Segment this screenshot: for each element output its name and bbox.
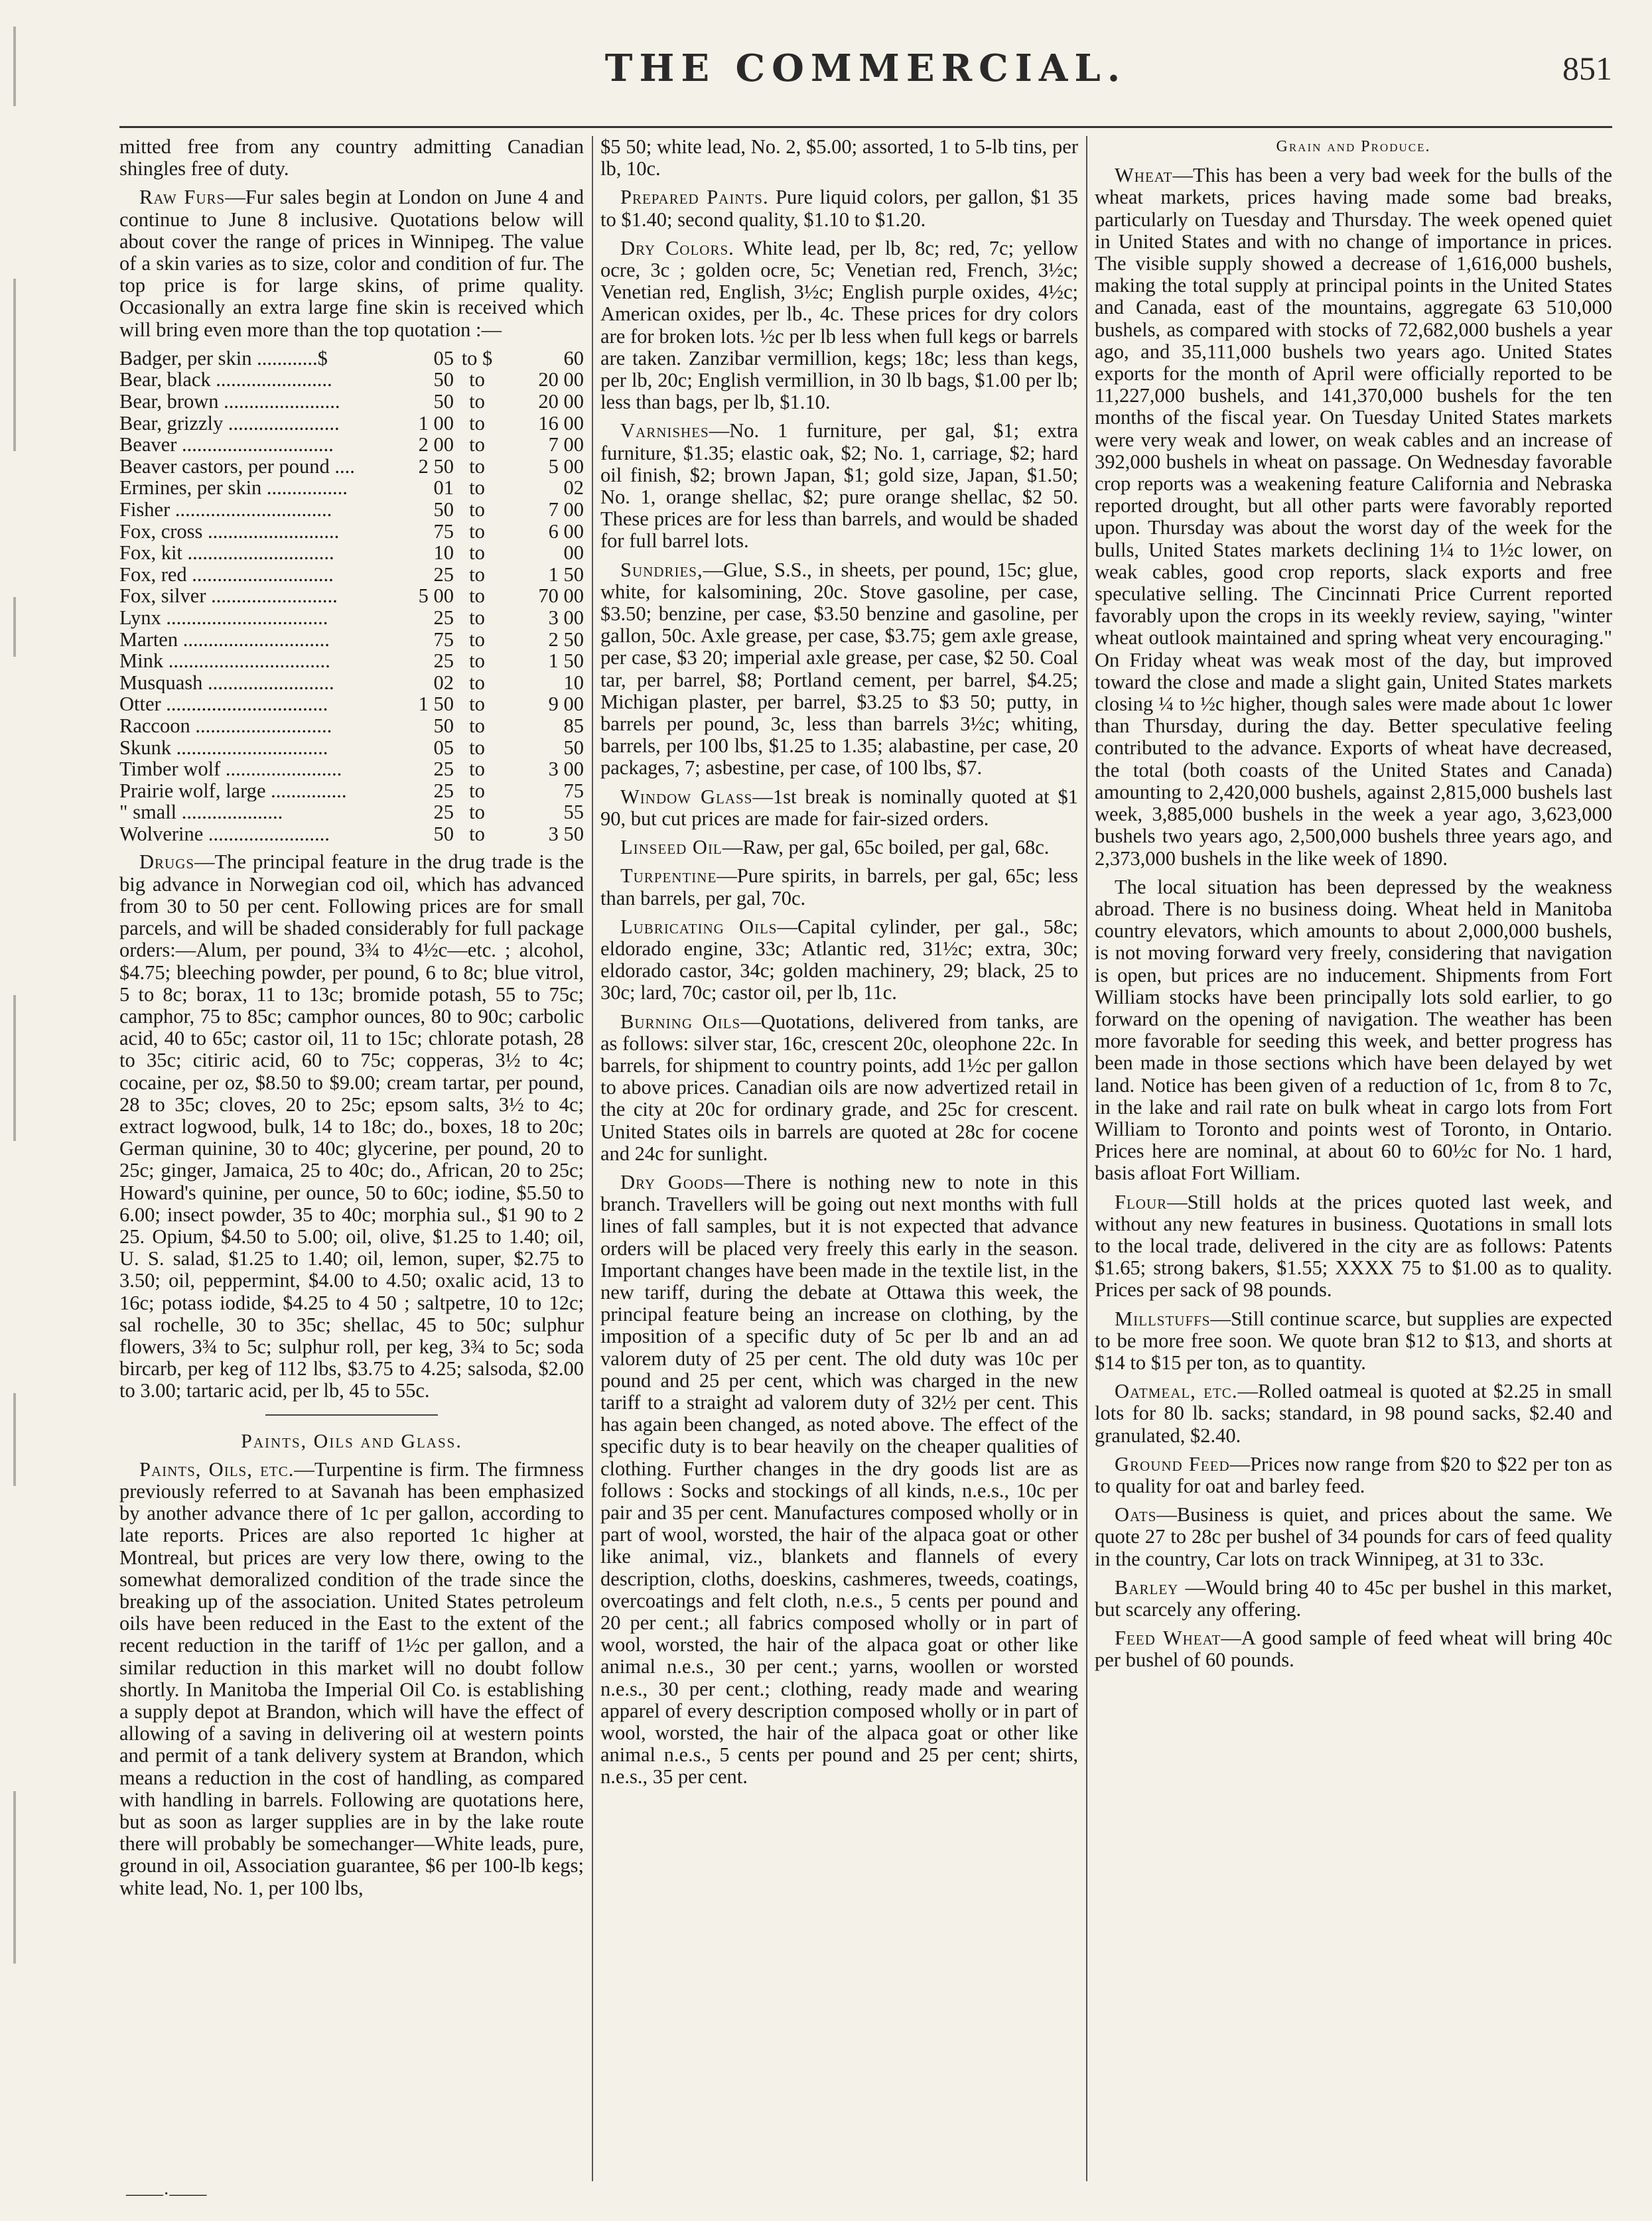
- paints-oils-glass-heading: Paints, Oils and Glass.: [241, 1430, 462, 1452]
- oats-lead: Oats: [1115, 1503, 1157, 1526]
- fur-low-price-cell: 5 00: [418, 584, 454, 608]
- drugs-paragraph: [119, 851, 584, 1402]
- fur-animal-cell: Beaver castors, per pound ....: [119, 455, 355, 478]
- fur-high-price-cell: 1 50: [548, 563, 584, 586]
- varnishes-paragraph: [600, 420, 1078, 552]
- sundries-lead: Sundries,: [620, 558, 703, 581]
- millstuffs-text: —Still continue scarce, but supplies are expected to be more free soon. We quote bran $12 to $13, and shorts at $14 to $15 per ton, as to quantity.: [1095, 1307, 1612, 1374]
- fur-to-cell: to: [469, 541, 485, 565]
- fur-price-table: [119, 348, 584, 845]
- fur-high-price-cell: 5 00: [548, 454, 584, 478]
- sundries-text: —Glue, S.S., in sheets, per pound, 15c; glue, white, for kalsomining, 20c. Stove gasoline, per case, $3.50; benzine, per case, $3.50 benzine and gasoline, per gallon, 50c. Axle grease, per case, $3.75; gem axle grease, per case, $3 20; imperial axle grease, per case, $2 50. Coal tar, per barrel, $8; Portland cement, per barrel, $4.25; Michigan plaster, per barrel, $3.25 to $3 50; putty, in barrels per pound, 3c, less than barrels 3½c; whiting, barrels, per 100 lbs, $1.25 to 1.35; alabastine, per case, 20 packages, 7; asbestine, per case, of 100 lbs, $7.: [600, 558, 1078, 779]
- fur-high-price-cell: 16 00: [538, 411, 584, 435]
- fur-low-price-cell: 25: [433, 606, 454, 629]
- fur-row: [119, 715, 584, 737]
- column-2: [600, 136, 1078, 2181]
- fur-animal-cell: Fox, silver .........................: [119, 585, 338, 607]
- fur-low-price-cell: 50: [433, 714, 454, 737]
- fur-high-price-cell: 20 00: [538, 368, 584, 391]
- fur-animal-cell: Ermines, per skin ................: [119, 477, 348, 499]
- fur-low-price-cell: 25: [433, 563, 454, 586]
- fur-high-price-cell: 60: [563, 346, 584, 370]
- lubricating-oils-text: —Capital cylinder, per gal., 58c; eldorado engine, 33c; Atlantic red, 31½c; extra, 30c; eldorado castor, 34c; golden machinery, 29; black, 25 to 30c; lard, 70c; castor oil, per lb, 11c.: [600, 915, 1078, 1004]
- fur-to-cell: to: [469, 671, 485, 694]
- oats-paragraph: [1095, 1504, 1612, 1570]
- fur-high-price-cell: 2 50: [548, 628, 584, 651]
- fur-low-price-cell: 1 00: [418, 411, 454, 435]
- fur-row: [119, 499, 584, 521]
- page-number: 851: [1562, 50, 1612, 87]
- fur-row: [119, 650, 584, 672]
- fur-to-cell: to $: [461, 346, 493, 370]
- fur-row: [119, 521, 584, 543]
- fur-to-cell: to: [469, 454, 485, 478]
- dry-colors-text: White lead, per lb, 8c; red, 7c; yellow ocre, 3c ; golden ocre, 5c; Venetian red, French, 3½c; Venetian red, English, 3½c; English purple oxides, 4½c; American oxides, per lb., 4c. These prices for dry colors are for broken lots. ½c per lb less when full kegs or barrels are taken. Zanzibar vermillion, kegs; 18c; less than kegs, per lb, 20c; English vermillion, in 30 lb bags, $1.00 per lb; less than bags, per lb, $1.10.: [600, 236, 1078, 414]
- window-glass-text: —1st break is nominally quoted at $1 90, but cut prices are made for fair-sized orders.: [600, 785, 1078, 830]
- oats-text: —Business is quiet, and prices about the same. We quote 27 to 28c per bushel of 34 pounds for cars of feed quality in the country, Car lots on track Winnipeg, at 31 to 33c.: [1095, 1503, 1612, 1570]
- fur-row: [119, 780, 584, 802]
- fur-row: [119, 672, 584, 694]
- millstuffs-lead: Millstuffs: [1115, 1307, 1211, 1330]
- fur-low-price-cell: 1 50: [418, 693, 454, 716]
- ground-feed-lead: Ground Feed: [1115, 1452, 1230, 1475]
- oatmeal-text: —Rolled oatmeal is quoted at $2.25 in small lots for 80 lb. sacks; standard, in 98 pound sacks, $2.40 and granulated, $2.40.: [1095, 1380, 1612, 1447]
- fur-low-price-cell: 05: [433, 346, 454, 370]
- fur-high-price-cell: 3 50: [548, 822, 584, 845]
- fur-animal-cell: Mink ................................: [119, 650, 330, 672]
- local-situation-paragraph: The local situation has been depressed by the weakness abroad. There is no business doing. Wheat held in Manitoba country elevators, which amounts to about 2,000,000 bushels, is not moving forward very freely, considering that navigation is open, but prices are no inducement. Shipments from Fort William stocks have been principally lots sold earlier, to go forward on the opening of navigation. The weather has been more favorable for seeding this week, and better progress has been made in those sections which have been delayed by wet land. Notice has been given of a reduction of 1c, from 8 to 7c, in the lake and rail rate on bulk wheat in cargo lots from Fort William to Toronto and points west of Toronto, in Ontario. Prices here are nominal, at about 60 to 60½c for No. 1 hard, basis afloat Fort William.: [1095, 875, 1612, 1185]
- fur-row: [119, 477, 584, 499]
- fur-to-cell: to: [469, 519, 485, 543]
- grain-produce-heading: Grain and Produce.: [1276, 138, 1431, 155]
- fur-row: [119, 693, 584, 715]
- fur-high-price-cell: 55: [563, 801, 584, 824]
- ground-feed-text: —Prices now range from $20 to $22 per ton as to quality for oat and barley feed.: [1095, 1452, 1612, 1497]
- fur-high-price-cell: 20 00: [538, 390, 584, 413]
- publication-title: THE COMMERCIAL.: [604, 46, 1127, 90]
- dry-colors-paragraph: [600, 237, 1078, 414]
- fur-row: [119, 629, 584, 651]
- fur-low-price-cell: 05: [433, 736, 454, 759]
- fur-to-cell: to: [469, 563, 485, 586]
- white-lead-continued: $5 50; white lead, No. 2, $5.00; assorted, 1 to 5-lb tins, per lb, 10c.: [600, 136, 1078, 180]
- fur-low-price-cell: 50: [433, 368, 454, 391]
- fur-to-cell: to: [469, 498, 485, 521]
- fur-animal-cell: Wolverine ........................: [119, 823, 330, 845]
- fur-low-price-cell: 2 50: [418, 454, 454, 478]
- fur-low-price-cell: 50: [433, 498, 454, 521]
- paints-oils-lead: Paints, Oils, etc.: [139, 1457, 295, 1481]
- fur-low-price-cell: 50: [433, 390, 454, 413]
- fur-animal-cell: Badger, per skin ............$: [119, 347, 328, 370]
- fur-animal-cell: Musquash .........................: [119, 671, 334, 694]
- masthead: [119, 40, 1612, 100]
- feed-wheat-paragraph: [1095, 1627, 1612, 1671]
- oatmeal-paragraph: [1095, 1380, 1612, 1447]
- raw-furs-text: —Fur sales begin at London on June 4 and continue to June 8 inclusive. Quotations below will about cover the range of prices in Winnipeg. The value of a skin varies as to size, color and condition of fur. The top price is for large skins, of prime quality. Occasionally an extra large fine skin is received which will bring even more than the top quotation :—: [119, 186, 584, 341]
- lubricating-oils-paragraph: [600, 916, 1078, 1004]
- fur-row: [119, 456, 584, 478]
- fur-high-price-cell: 50: [563, 736, 584, 759]
- fur-animal-cell: Bear, grizzly ......................: [119, 412, 340, 435]
- flour-paragraph: [1095, 1191, 1612, 1302]
- turpentine-text: —Pure spirits, in barrels, per gal, 65c; less than barrels, per gal, 70c.: [600, 864, 1078, 909]
- fur-to-cell: to: [469, 714, 485, 737]
- fur-row: [119, 348, 584, 370]
- fur-high-price-cell: 3 00: [548, 606, 584, 629]
- paints-oils-paragraph: [119, 1459, 584, 1899]
- fur-animal-cell: Beaver ..............................: [119, 434, 334, 456]
- fur-row: [119, 369, 584, 391]
- oatmeal-lead: Oatmeal, etc.: [1115, 1380, 1238, 1403]
- fur-row: [119, 737, 584, 759]
- turpentine-paragraph: [600, 865, 1078, 909]
- feed-wheat-lead: Feed Wheat: [1115, 1627, 1221, 1650]
- fur-low-price-cell: 25: [433, 801, 454, 824]
- fur-high-price-cell: 00: [563, 541, 584, 565]
- millstuffs-paragraph: [1095, 1308, 1612, 1375]
- burning-oils-text: —Quotations, delivered from tanks, are as follows: silver star, 16c, crescent 20c, oleophone 22c. In barrels, for shipment to country points, add 1½c per gallon to above prices. Canadian oils are now advertized retail in the city at 20c for ordinary grade, and 25c for crescent. United States oils in barrels are quoted at 28c for cocene and 24c for sunlight.: [600, 1010, 1078, 1165]
- raw-furs-lead: Raw Furs: [139, 186, 226, 209]
- prepared-paints-lead: Prepared Paints.: [620, 186, 769, 209]
- fur-to-cell: to: [469, 368, 485, 391]
- fur-to-cell: to: [469, 649, 485, 673]
- barley-lead: Barley: [1115, 1576, 1179, 1599]
- prepared-paints-paragraph: [600, 186, 1078, 230]
- paints-oils-text: —Turpentine is firm. The firmness previously referred to at Savanah has been emphasized by another advance there of 1c per gallon, according to late reports. Prices are also reported 1c higher at Montreal, but prices are very low there, owing to the somewhat demoralized condition of the trade since the breaking up of the association. United States petroleum oils have been reduced in the East to the extent of the recent reduction in the tariff of 1½c per gallon, and a similar reduction in this market will no doubt follow shortly. In Manitoba the Imperial Oil Co. is establishing a supply depot at Brandon, which will have the effect of allowing of a saving in delivering oil at western points and permit of a tank delivery system at Brandon, which means a reduction in the cost of handling, as compared with handling in barrels. Following are quotations here, but as soon as larger supplies are in by the lake route there will probably be somechanger—White leads, pure, ground in oil, Association guarantee, $6 per 100-lb kegs; white lead, No. 1, per 100 lbs,: [119, 1457, 584, 1899]
- prepared-paints-text: Pure liquid colors, per gallon, $1 35 to $1.40; second quality, $1.10 to $1.20.: [600, 186, 1078, 231]
- fur-to-cell: to: [469, 584, 485, 608]
- fur-animal-cell: Timber wolf .......................: [119, 758, 342, 780]
- column-1: [119, 136, 584, 2181]
- fur-low-price-cell: 75: [433, 628, 454, 651]
- fur-row: [119, 413, 584, 435]
- varnishes-text: —No. 1 furniture, per gal, $1; extra furniture, $1.35; elastic oak, $2; No. 1, carriage, $2; hard oil finish, $2; brown Japan, $1; gold size, Japan, $1.50; No. 1, orange shellac, $2; pure orange shellac, $2 50. These prices are for less than barrels, and would be shaded for full barrel lots.: [600, 419, 1078, 553]
- varnishes-lead: Varnishes: [620, 419, 709, 442]
- fur-low-price-cell: 25: [433, 779, 454, 802]
- fur-row: [119, 585, 584, 607]
- section-divider: [265, 1414, 438, 1416]
- burning-oils-lead: Burning Oils: [620, 1010, 741, 1033]
- barley-text: —Would bring 40 to 45c per bushel in this market, but scarcely any offering.: [1095, 1576, 1612, 1621]
- fur-animal-cell: Otter ................................: [119, 693, 328, 715]
- fur-row: [119, 542, 584, 564]
- fur-high-price-cell: 85: [563, 714, 584, 737]
- linseed-oil-paragraph: [600, 837, 1078, 858]
- fur-high-price-cell: 6 00: [548, 519, 584, 543]
- fur-row: [119, 823, 584, 845]
- fur-animal-cell: " small ....................: [119, 801, 283, 823]
- fur-to-cell: to: [469, 693, 485, 716]
- fur-animal-cell: Raccoon ...........................: [119, 714, 332, 737]
- lubricating-oils-lead: Lubricating Oils: [620, 915, 778, 938]
- page-edge-marks: [0, 0, 66, 2221]
- fur-animal-cell: Bear, brown .......................: [119, 391, 340, 413]
- fur-high-price-cell: 1 50: [548, 649, 584, 673]
- fur-low-price-cell: 2 00: [418, 433, 454, 456]
- fur-row: [119, 607, 584, 629]
- fur-low-price-cell: 02: [433, 671, 454, 694]
- window-glass-lead: Window Glass: [620, 785, 753, 808]
- fur-low-price-cell: 75: [433, 519, 454, 543]
- fur-to-cell: to: [469, 433, 485, 456]
- fur-row: [119, 758, 584, 780]
- fur-to-cell: to: [469, 606, 485, 629]
- fur-low-price-cell: 25: [433, 649, 454, 673]
- fur-high-price-cell: 9 00: [548, 693, 584, 716]
- fur-animal-cell: Bear, black .......................: [119, 369, 332, 391]
- header-rule: [119, 126, 1612, 128]
- wheat-text: —This has been a very bad week for the bulls of the wheat markets, prices having made some bad breaks, particularly on Tuesday and Thursday. The week opened quiet in United States and with no change of importance in prices. The visible supply showed a decrease of 1,616,000 bushels, making the total supply at principal points in the United States and Canada, east of the mountains, aggregate 63 510,000 bushels, as compared with stocks of 72,682,000 bushels a year ago, and 35,111,000 bushels two years ago. United States exports for the month of April were officially reported to be 11,227,000 bushels, and 141,370,000 bushels for the ten months of the fiscal year. On Tuesday United States markets were very weak and lower, on weak cables and an increase of 392,000 bushels in wheat on passage. On Wednesday favorable crop reports was a weakening feature California and Nebraska reported drought, but all other parts were favorably reported upon. Thursday was about the worst day of the week for the bulls, United States markets declining 1¼ to 1½c lower, on weak cables, good crop reports, slack exports and free speculative selling. The Cincinnati Price Current reported favorably upon the crops in its weekly review, saying, "winter wheat outlook maintained and spring wheat very encouraging." On Friday wheat was weak most of the day, but improved toward the close and made a slight gain, United States markets closing ¼ to ½c higher, though sales were made about 1c lower than Thursday, during the day. Better speculative feeling contributed to the advance. Exports of wheat have decreased, the total (both coasts of the United States and Canada) amounting to 2,420,000 bushels, against 2,815,000 bushels last week, 3,885,000 bushels in the week a year ago, 3,623,000 bushels two years ago, 2,500,000 bushels three years ago, and 2,373,000 bushels in the like week of 1890.: [1095, 164, 1612, 870]
- fur-high-price-cell: 7 00: [548, 498, 584, 521]
- fur-to-cell: to: [469, 801, 485, 824]
- fur-to-cell: to: [469, 411, 485, 435]
- fur-animal-cell: Marten .............................: [119, 628, 330, 651]
- drugs-text: —The principal feature in the drug trade is the big advance in Norwegian cod oil, which has advanced from 30 to 50 per cent. Following prices are for small parcels, and will be shaded considerably for full package orders:—Alum, per pound, 3¾ to 4½c—etc. ; alcohol, $4.75; bleeching powder, per pound, 6 to 8c; blue vitrol, 5 to 8c; borax, 11 to 13c; bromide potash, 55 to 75c; camphor, 75 to 85c; camphor ounces, 80 to 90c; carbolic acid, 40 to 65c; castor oil, 11 to 15c; chlorate potash, 28 to 35c; citiric acid, 60 to 75c; copperas, 3½ to 4c; cocaine, per oz, $8.50 to $9.00; cream tartar, per pound, 28 to 35c; cloves, 20 to 25c; epsom salts, 3½ to 4c; extract logwood, bulk, 14 to 18c; do., boxes, 18 to 20c; German quinine, 30 to 40c; glycerine, per pound, 20 to 25c; ginger, Jamaica, 25 to 40c; do., African, 20 to 25c; Howard's quinine, per ounce, 50 to 60c; iodine, $5.50 to 6.00; insect powder, 35 to 40c; morphia sul., $1 90 to 2 25. Opium, $4.50 to 5.00; oil, olive, $1.25 to 1.40; oil, U. S. salad, $1.25 to 1.40; oil, lemon, super, $2.75 to 3.50; oil, peppermint, $4.00 to 4.50; oxalic acid, 13 to 16c; potass iodide, $4.25 to 4 50 ; saltpetre, 10 to 12c; sal rochelle, 30 to 35c; shellac, 45 to 50c; sulphur flowers, 3¾ to 5c; sulphur roll, per keg, 3¾ to 5c; soda bircarb, per keg of 112 lbs, $3.75 to 4.25; salsoda, $2.00 to 3.00; tartaric acid, per lb, 45 to 55c.: [119, 850, 584, 1402]
- fur-to-cell: to: [469, 476, 485, 500]
- dry-goods-paragraph: [600, 1172, 1078, 1788]
- fur-high-price-cell: 75: [563, 779, 584, 802]
- linseed-oil-lead: Linseed Oil: [620, 836, 723, 859]
- flour-lead: Flour: [1115, 1190, 1168, 1213]
- raw-furs-paragraph: [119, 186, 584, 340]
- fur-low-price-cell: 01: [433, 476, 454, 500]
- column-divider-2: [1086, 136, 1087, 2181]
- fur-to-cell: to: [469, 736, 485, 759]
- fur-to-cell: to: [469, 390, 485, 413]
- feed-wheat-text: —A good sample of feed wheat will bring 40c per bushel of 60 pounds.: [1095, 1627, 1612, 1672]
- fur-high-price-cell: 3 00: [548, 758, 584, 781]
- fur-row: [119, 801, 584, 823]
- fur-high-price-cell: 02: [563, 476, 584, 500]
- fur-to-cell: to: [469, 628, 485, 651]
- barley-paragraph: [1095, 1577, 1612, 1621]
- fur-row: [119, 391, 584, 413]
- fur-low-price-cell: 25: [433, 758, 454, 781]
- fur-to-cell: to: [469, 822, 485, 845]
- fur-to-cell: to: [469, 779, 485, 802]
- fur-animal-cell: Fox, red ............................: [119, 563, 334, 586]
- dry-goods-text: —There is nothing new to note in this branch. Travellers will be going out next months with full lines of fall samples, but it is not expected that advance orders will be placed very freely this early in the season. Important changes have been made in the textile list, in the new tariff, during the debate at Ottawa this week, the principal feature being an increase on clothing, by the imposition of a specific duty of 5c per lb and an ad valorem duty of 25 per cent. The old duty was 10c per pound and 25 per cent, which was charged in the new tariff to a straight ad valorem duty of 32½ per cent. This has again been changed, as noted above. The effect of the specific duty is to bear heavily on the cheaper qualities of clothing. Further changes in the dry goods list are as follows : Socks and stockings of all kinds, n.e.s., 10c per pair and 35 per cent. Manufactures composed wholly or in part of wool, worsted, the hair of the alpaca goat or other like animal, viz., blankets and flannels of every description, cloths, doeskins, cashmeres, tweeds, coatings, overcoatings and felt cloth, n.e.s., 5 cents per pound and 20 per cent.; all fabrics composed wholly or in part of wool, worsted, the hair of the alpaca goat or other like animal n.e.s., 30 per cent.; yarns, woollen or worsted n.e.s., 30 per cent.; clothing, ready made and wearing apparel of every description composed wholly or in part of wool, worsted, the hair of the alpaca goat or other like animal n.e.s., 5 cents per pound and 25 per cent; shirts, n.e.s., 35 per cent.: [600, 1170, 1078, 1788]
- flour-text: —Still holds at the prices quoted last week, and without any new features in business. Quotations in small lots to the local trade, delivered in the city are as follows: Patents $1.65; strong bakers, $1.55; XXXX 75 to $1.00 as to quality. Prices per sack of 98 pounds.: [1095, 1190, 1612, 1302]
- shingles-paragraph: mitted free from any country admitting Canadian shingles free of duty.: [119, 136, 584, 180]
- wheat-lead: Wheat: [1115, 164, 1173, 187]
- window-glass-paragraph: [600, 786, 1078, 830]
- fur-animal-cell: Fisher ...............................: [119, 498, 332, 521]
- burning-oils-paragraph: [600, 1011, 1078, 1165]
- fur-high-price-cell: 70 00: [538, 584, 584, 608]
- fur-to-cell: to: [469, 758, 485, 781]
- fur-low-price-cell: 50: [433, 822, 454, 845]
- sundries-paragraph: [600, 559, 1078, 779]
- fur-animal-cell: Lynx ................................: [119, 606, 328, 629]
- fur-row: [119, 564, 584, 586]
- fur-high-price-cell: 7 00: [548, 433, 584, 456]
- wheat-paragraph: [1095, 165, 1612, 870]
- drugs-lead: Drugs: [139, 850, 195, 874]
- dry-colors-lead: Dry Colors.: [620, 236, 734, 259]
- fur-row: [119, 434, 584, 456]
- fur-high-price-cell: 10: [563, 671, 584, 694]
- fur-animal-cell: Fox, kit .............................: [119, 542, 334, 564]
- fur-low-price-cell: 10: [433, 541, 454, 565]
- fur-animal-cell: Fox, cross ..........................: [119, 520, 340, 543]
- ground-feed-paragraph: [1095, 1453, 1612, 1497]
- linseed-oil-text: —Raw, per gal, 65c boiled, per gal, 68c.: [722, 836, 1050, 859]
- column-divider-1: [592, 136, 593, 2181]
- footer-dash: ——·——: [126, 2184, 207, 2204]
- fur-animal-cell: Skunk ..............................: [119, 736, 328, 759]
- fur-animal-cell: Prairie wolf, large ...............: [119, 779, 347, 802]
- dry-goods-lead: Dry Goods: [620, 1170, 724, 1193]
- column-3: [1095, 136, 1612, 2181]
- turpentine-lead: Turpentine: [620, 864, 717, 888]
